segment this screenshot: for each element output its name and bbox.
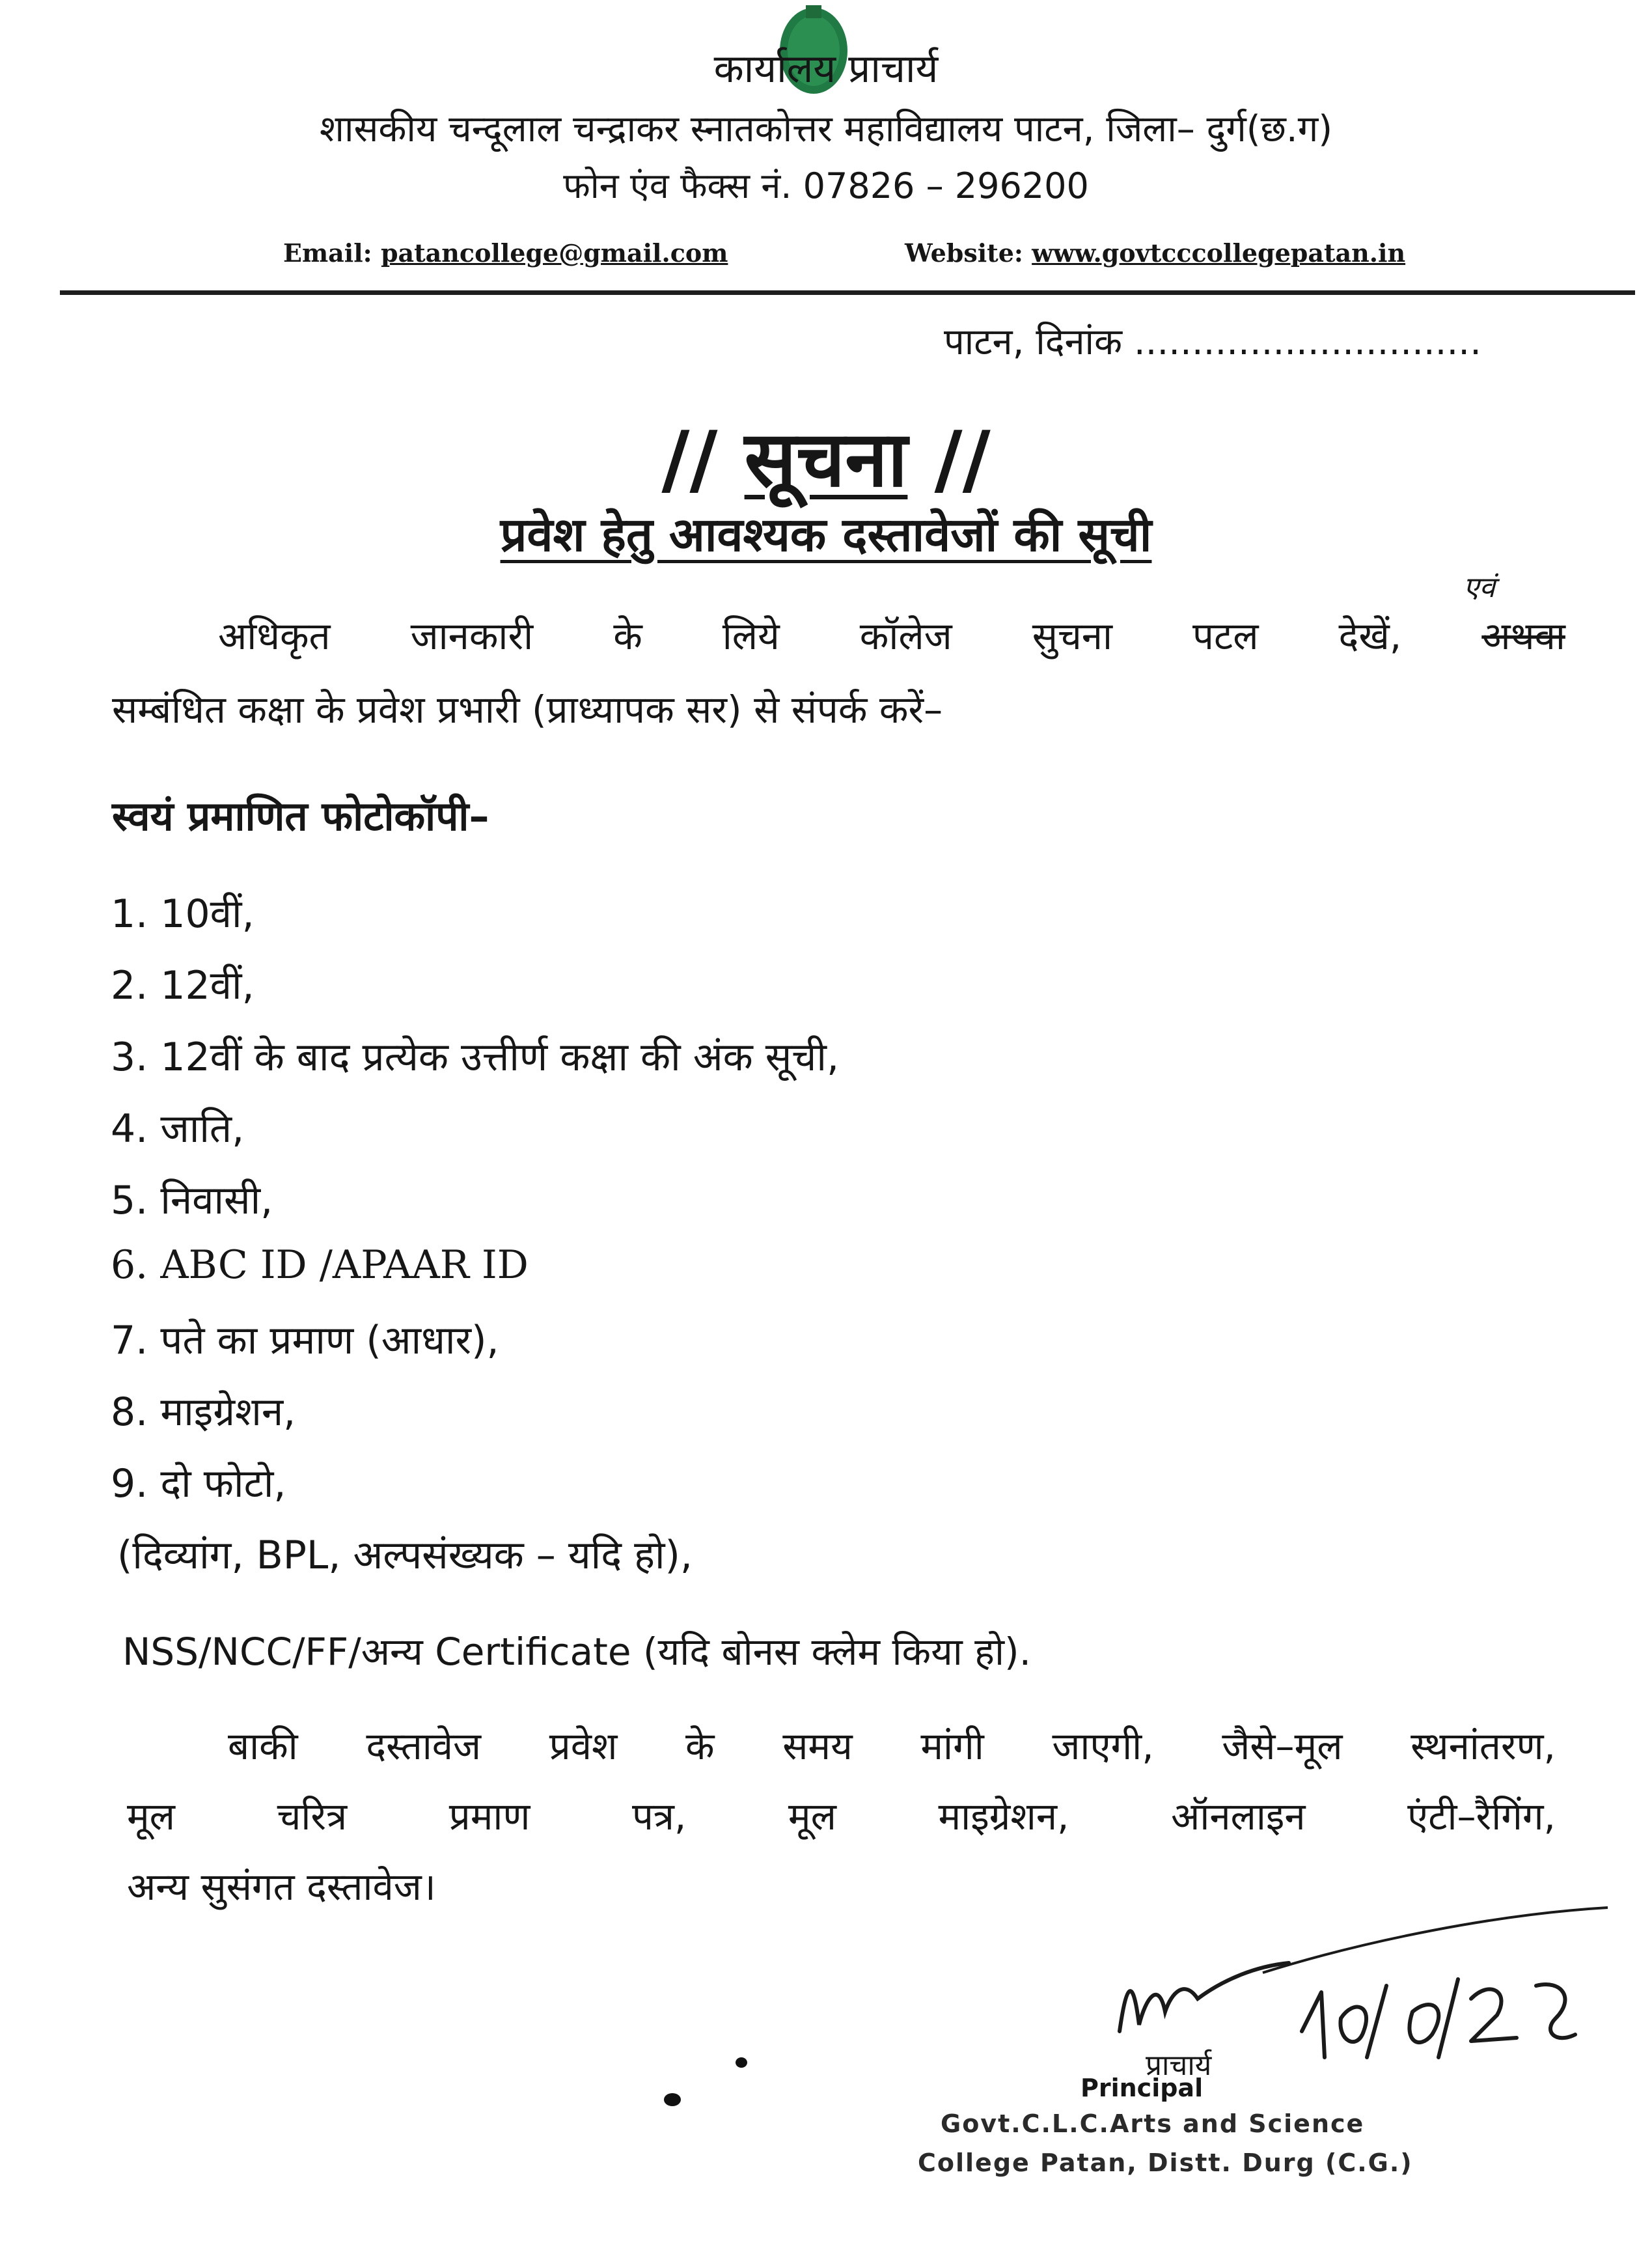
bonus-note: NSS/NCC/FF/अन्य Certificate (यदि बोनस क्लेम किया हो). — [122, 1630, 1032, 1674]
title-slashes-right: // — [934, 414, 991, 504]
closing-word: मूल — [127, 1794, 176, 1839]
list-item: 7. पते का प्रमाण (आधार), — [111, 1318, 499, 1363]
closing-word: प्रवेश — [549, 1724, 618, 1768]
documents-heading: स्वयं प्रमाणित फोटोकॉपी– — [112, 792, 489, 840]
letterhead-phone: फोन एंव फैक्स नं. 07826 – 296200 — [563, 165, 1089, 206]
list-item: 2. 12वीं, — [111, 963, 255, 1008]
closing-word: मांगी — [920, 1724, 984, 1768]
list-item: 4. जाति, — [111, 1106, 245, 1152]
letterhead-divider — [60, 290, 1635, 295]
intro-word: देखें, — [1338, 614, 1402, 658]
date-line: पाटन, दिनांक .............................. — [944, 321, 1481, 363]
letterhead-office: कार्यालय प्राचार्य — [713, 46, 939, 92]
closing-word: जाएगी, — [1052, 1724, 1154, 1768]
list-item: 9. दो फोटो, — [111, 1461, 286, 1507]
closing-word: ऑनलाइन — [1171, 1794, 1306, 1839]
intro-word: अधिकृत — [218, 614, 331, 658]
handwritten-correction: एवं — [1463, 571, 1495, 604]
letterhead-college-name: शासकीय चन्दूलाल चन्द्राकर स्नातकोत्तर महाविद्यालय पाटन, जिला– दुर्ग(छ.ग) — [319, 108, 1333, 150]
list-item: 1. 10वीं, — [111, 891, 255, 937]
intro-word: लिये — [722, 614, 780, 658]
title-text: सूचना — [744, 414, 908, 504]
email-label: Email: — [283, 238, 372, 268]
notice-subtitle: प्रवेश हेतु आवश्यक दस्तावेजों की सूची — [500, 507, 1152, 562]
conditional-note: (दिव्यांग, BPL, अल्पसंख्यक – यदि हो), — [117, 1533, 693, 1578]
scan-speck — [736, 2057, 747, 2068]
signature-title: Principal — [1081, 2074, 1204, 2102]
closing-word: जैसे–मूल — [1222, 1724, 1343, 1768]
closing-word: माइग्रेशन, — [938, 1794, 1069, 1839]
intro-line-1 — [218, 609, 1565, 660]
intro-line-2: सम्बंधित कक्षा के प्रवेश प्रभारी (प्राध्यापक सर) से संपर्क करें– — [112, 688, 943, 732]
closing-word: समय — [782, 1724, 853, 1768]
closing-word: बाकी — [228, 1724, 298, 1768]
signature-title-hindi: प्राचार्य — [1146, 2049, 1212, 2082]
intro-word: के — [613, 614, 642, 658]
stamp-line-2: College Patan, Distt. Durg (C.G.) — [918, 2148, 1413, 2177]
closing-word: चरित्र — [277, 1794, 348, 1839]
closing-word: एंटी–रैगिंग, — [1407, 1794, 1556, 1839]
intro-word: सुचना — [1032, 614, 1112, 658]
scan-speck — [664, 2093, 681, 2106]
closing-line-3: अन्य सुसंगत दस्तावेज। — [127, 1865, 436, 1909]
website-label: Website: — [905, 238, 1023, 268]
list-item: 3. 12वीं के बाद प्रत्येक उत्तीर्ण कक्षा की अंक सूची, — [111, 1035, 840, 1080]
closing-word: दस्तावेज — [366, 1724, 482, 1768]
website-line — [905, 238, 1405, 268]
email-link[interactable]: patancollege@gmail.com — [380, 238, 728, 268]
closing-word: प्रमाण — [448, 1794, 530, 1839]
closing-word: के — [685, 1724, 715, 1768]
notice-title — [0, 404, 1652, 508]
closing-word: मूल — [788, 1794, 836, 1839]
closing-line-2 — [127, 1789, 1556, 1841]
closing-line-1 — [228, 1719, 1556, 1770]
struck-word: अथवा — [1481, 614, 1565, 658]
website-link[interactable]: www.govtcccollegepatan.in — [1032, 238, 1406, 268]
intro-word: जानकारी — [410, 614, 534, 658]
closing-word: स्थनांतरण, — [1411, 1724, 1556, 1768]
title-slashes-left: // — [661, 414, 718, 504]
closing-word: पत्र, — [631, 1794, 687, 1839]
list-item: 5. निवासी, — [111, 1178, 273, 1223]
intro-word: पटल — [1192, 614, 1259, 658]
stamp-line-1: Govt.C.L.C.Arts and Science — [941, 2109, 1365, 2138]
list-item: 6. ABC ID /APAAR ID — [111, 1242, 529, 1288]
email-line — [283, 238, 728, 268]
list-item: 8. माइग्रेशन, — [111, 1389, 296, 1435]
intro-word: कॉलेज — [859, 614, 952, 658]
